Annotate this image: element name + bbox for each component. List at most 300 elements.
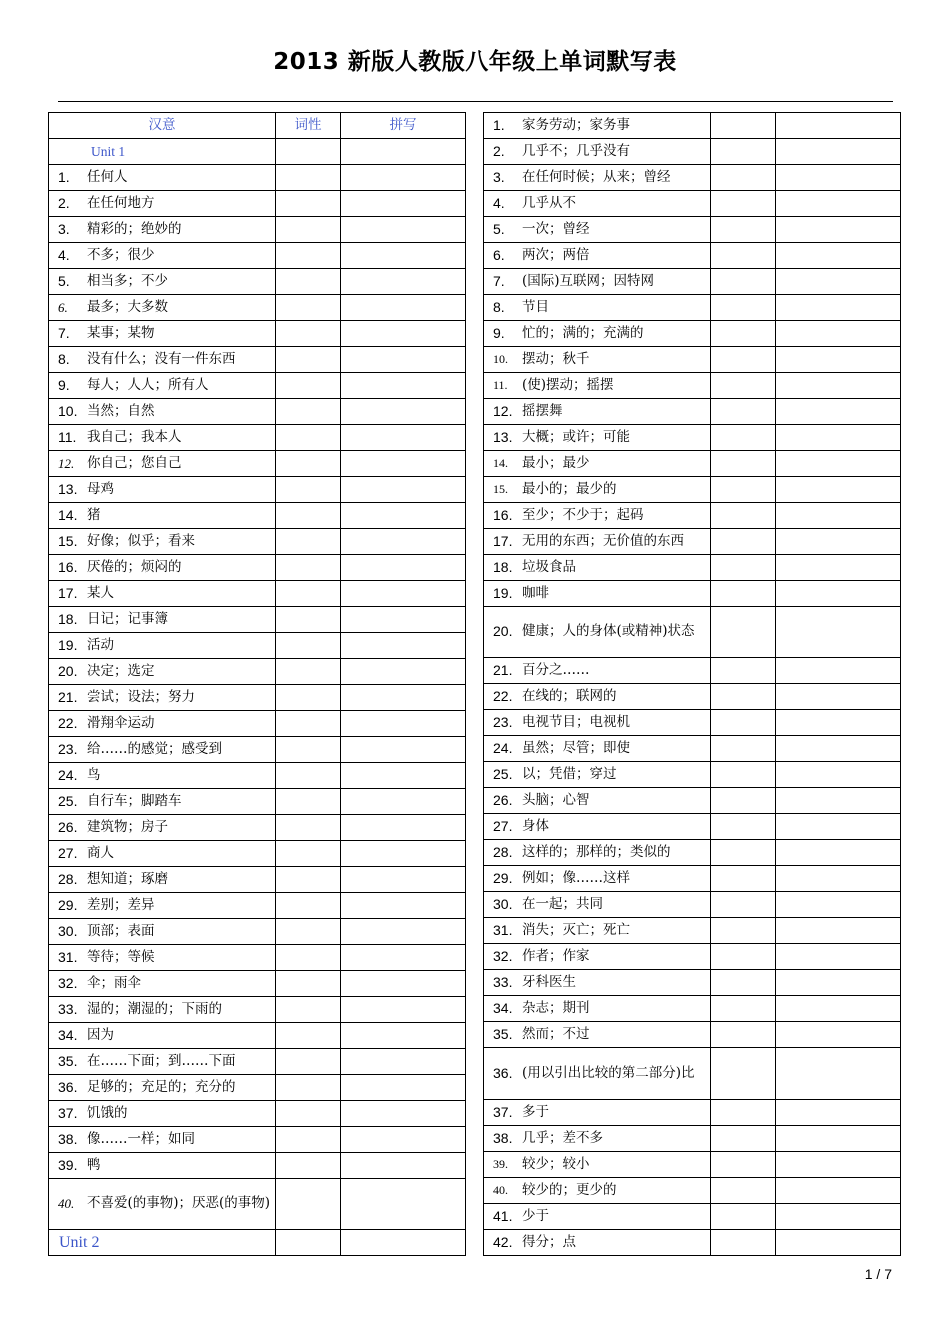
meaning-cell — [484, 710, 711, 736]
spelling-cell[interactable] — [776, 113, 901, 139]
spelling-cell[interactable] — [776, 295, 901, 321]
pos-cell[interactable] — [711, 1229, 776, 1255]
pos-cell[interactable] — [711, 1125, 776, 1151]
spelling-cell[interactable] — [776, 892, 901, 918]
spelling-cell[interactable] — [776, 710, 901, 736]
item-number: 14. — [58, 507, 78, 523]
pos-cell[interactable] — [711, 321, 776, 347]
item-number: 25. — [58, 793, 78, 809]
pos-cell[interactable] — [276, 425, 341, 451]
spelling-cell[interactable] — [341, 269, 466, 295]
meaning-cell — [49, 451, 276, 477]
meaning-cell — [484, 607, 711, 658]
pos-cell[interactable] — [711, 139, 776, 165]
item-number: 7. — [493, 273, 505, 289]
meaning-cell — [484, 1022, 711, 1048]
pos-cell[interactable] — [711, 269, 776, 295]
meaning-cell — [484, 581, 711, 607]
spelling-cell[interactable] — [341, 1101, 466, 1127]
item-number: 16. — [493, 507, 513, 523]
pos-cell[interactable] — [276, 1230, 341, 1256]
chinese-meaning: 少于 — [522, 1207, 549, 1224]
item-number: 35. — [493, 1026, 513, 1043]
table-row — [484, 710, 901, 736]
meaning-cell — [484, 1125, 711, 1151]
item-number: 27. — [58, 845, 78, 861]
spelling-cell[interactable] — [341, 321, 466, 347]
spelling-cell[interactable] — [776, 347, 901, 373]
item-number: 21. — [493, 662, 513, 679]
spelling-cell[interactable] — [341, 789, 466, 815]
item-number: 27. — [493, 818, 513, 835]
meaning-cell — [484, 1203, 711, 1229]
header-divider — [58, 101, 893, 102]
table-row — [484, 191, 901, 217]
meaning-cell — [484, 243, 711, 269]
pos-cell[interactable] — [711, 684, 776, 710]
table-row — [484, 555, 901, 581]
chinese-meaning: 每人；人人；所有人 — [87, 377, 209, 393]
spelling-cell[interactable] — [341, 1023, 466, 1049]
chinese-meaning: 足够的；充足的；充分的 — [87, 1079, 236, 1095]
pos-cell[interactable] — [711, 191, 776, 217]
meaning-cell — [484, 139, 711, 165]
pos-cell[interactable] — [276, 1179, 341, 1230]
pos-cell[interactable] — [711, 996, 776, 1022]
spelling-cell[interactable] — [776, 996, 901, 1022]
table-row — [484, 217, 901, 243]
pos-cell[interactable] — [276, 321, 341, 347]
item-number: 39. — [58, 1157, 78, 1173]
pos-cell[interactable] — [276, 737, 341, 763]
pos-cell[interactable] — [276, 867, 341, 893]
pos-cell[interactable] — [276, 1101, 341, 1127]
meaning-cell — [49, 399, 276, 425]
pos-cell[interactable] — [711, 736, 776, 762]
meaning-cell — [49, 191, 276, 217]
pos-cell[interactable] — [276, 815, 341, 841]
spelling-cell[interactable] — [776, 321, 901, 347]
chinese-meaning: 因为 — [87, 1027, 114, 1043]
pos-cell[interactable] — [711, 710, 776, 736]
pos-cell[interactable] — [276, 295, 341, 321]
meaning-cell — [49, 373, 276, 399]
item-number: 28. — [58, 871, 78, 887]
item-number: 19. — [493, 585, 513, 601]
item-number: 34. — [58, 1027, 78, 1043]
spelling-cell[interactable] — [341, 737, 466, 763]
pos-cell[interactable] — [711, 658, 776, 684]
meaning-cell — [49, 1179, 276, 1230]
pos-cell[interactable] — [276, 1127, 341, 1153]
pos-cell[interactable] — [276, 139, 341, 165]
pos-cell[interactable] — [711, 399, 776, 425]
chinese-meaning: 精彩的；绝妙的 — [87, 221, 182, 237]
spelling-cell[interactable] — [776, 243, 901, 269]
chinese-meaning: 无用的东西；无价值的东西 — [522, 533, 684, 549]
pos-cell[interactable] — [276, 763, 341, 789]
table-row — [49, 633, 466, 659]
spelling-cell[interactable] — [341, 1127, 466, 1153]
pos-cell[interactable] — [276, 399, 341, 425]
pos-cell[interactable] — [276, 477, 341, 503]
spelling-cell[interactable] — [776, 217, 901, 243]
spelling-cell[interactable] — [776, 191, 901, 217]
chinese-meaning: 某事；某物 — [87, 325, 155, 341]
item-number: 40. — [493, 1182, 508, 1197]
chinese-meaning: 消失；灭亡；死亡 — [522, 922, 630, 939]
pos-cell[interactable] — [711, 555, 776, 581]
spelling-cell[interactable] — [341, 217, 466, 243]
table-row — [484, 1099, 901, 1125]
item-number: 15. — [493, 482, 508, 496]
spelling-cell[interactable] — [776, 736, 901, 762]
spelling-cell[interactable] — [341, 711, 466, 737]
chinese-meaning: 滑翔伞运动 — [87, 715, 155, 731]
page-number: 1 / 7 — [864, 1266, 892, 1282]
pos-cell[interactable] — [276, 269, 341, 295]
spelling-cell[interactable] — [341, 1179, 466, 1230]
spelling-cell[interactable] — [341, 997, 466, 1023]
pos-cell[interactable] — [711, 217, 776, 243]
table-row — [484, 866, 901, 892]
spelling-cell[interactable] — [776, 581, 901, 607]
pos-cell[interactable] — [276, 503, 341, 529]
table-row — [49, 815, 466, 841]
meaning-cell — [49, 893, 276, 919]
table-row — [49, 1179, 466, 1230]
pos-cell[interactable] — [711, 529, 776, 555]
chinese-meaning: 湿的；潮湿的；下雨的 — [87, 1001, 222, 1017]
chinese-meaning: 某人 — [87, 585, 114, 601]
spelling-cell[interactable] — [341, 165, 466, 191]
meaning-cell — [484, 814, 711, 840]
spelling-cell[interactable] — [341, 529, 466, 555]
item-number: 22. — [58, 715, 78, 731]
spelling-cell[interactable] — [341, 659, 466, 685]
spelling-cell[interactable] — [776, 373, 901, 399]
spelling-cell[interactable] — [341, 503, 466, 529]
spelling-cell[interactable] — [776, 139, 901, 165]
meaning-cell — [49, 243, 276, 269]
spelling-cell[interactable] — [776, 1177, 901, 1203]
spelling-cell[interactable] — [776, 788, 901, 814]
header-meaning: 汉意 — [49, 113, 276, 139]
item-number: 30. — [58, 923, 78, 939]
pos-cell[interactable] — [711, 113, 776, 139]
chinese-meaning: 较少的；更少的 — [522, 1181, 617, 1198]
pos-cell[interactable] — [276, 451, 341, 477]
pos-cell[interactable] — [711, 866, 776, 892]
spelling-cell[interactable] — [776, 944, 901, 970]
pos-cell[interactable] — [276, 659, 341, 685]
spelling-cell[interactable] — [341, 295, 466, 321]
pos-cell[interactable] — [711, 581, 776, 607]
pos-cell[interactable] — [711, 295, 776, 321]
spelling-cell[interactable] — [341, 685, 466, 711]
spelling-cell[interactable] — [776, 1151, 901, 1177]
chinese-meaning: 伞；雨伞 — [87, 975, 141, 991]
spelling-cell[interactable] — [776, 918, 901, 944]
meaning-cell — [49, 1075, 276, 1101]
pos-cell[interactable] — [711, 840, 776, 866]
pos-cell[interactable] — [711, 165, 776, 191]
pos-cell[interactable] — [276, 1049, 341, 1075]
pos-cell[interactable] — [276, 165, 341, 191]
pos-cell[interactable] — [276, 1023, 341, 1049]
chinese-meaning: 头脑；心智 — [522, 792, 590, 809]
spelling-cell[interactable] — [341, 139, 466, 165]
spelling-cell[interactable] — [776, 658, 901, 684]
chinese-meaning: 最小；最少 — [522, 455, 590, 471]
pos-cell[interactable] — [711, 503, 776, 529]
pos-cell[interactable] — [276, 945, 341, 971]
meaning-cell — [49, 867, 276, 893]
meaning-cell — [49, 1049, 276, 1075]
pos-cell[interactable] — [711, 1151, 776, 1177]
spelling-cell[interactable] — [341, 555, 466, 581]
spelling-cell[interactable] — [776, 165, 901, 191]
spelling-cell[interactable] — [776, 503, 901, 529]
meaning-cell — [49, 1153, 276, 1179]
pos-cell[interactable] — [711, 814, 776, 840]
item-number: 17. — [493, 533, 513, 549]
spelling-cell[interactable] — [776, 425, 901, 451]
header-pos: 词性 — [276, 113, 341, 139]
chinese-meaning: 给……的感觉；感受到 — [87, 741, 222, 757]
spelling-cell[interactable] — [341, 191, 466, 217]
item-number: 26. — [58, 819, 78, 835]
item-number: 24. — [493, 740, 513, 757]
pos-cell[interactable] — [276, 347, 341, 373]
pos-cell[interactable] — [711, 1048, 776, 1099]
spelling-cell[interactable] — [341, 763, 466, 789]
chinese-meaning: 活动 — [87, 637, 114, 653]
item-number: 32. — [58, 975, 78, 991]
table-row — [484, 892, 901, 918]
meaning-cell — [49, 269, 276, 295]
chinese-meaning: 好像；似乎；看来 — [87, 533, 195, 549]
spelling-cell[interactable] — [341, 971, 466, 997]
pos-cell[interactable] — [276, 607, 341, 633]
pos-cell[interactable] — [276, 1153, 341, 1179]
meaning-cell — [484, 191, 711, 217]
spelling-cell[interactable] — [776, 451, 901, 477]
pos-cell[interactable] — [711, 892, 776, 918]
meaning-cell — [49, 945, 276, 971]
pos-cell[interactable] — [276, 633, 341, 659]
table-row — [49, 1153, 466, 1179]
pos-cell[interactable] — [711, 1022, 776, 1048]
pos-cell[interactable] — [276, 217, 341, 243]
table-row — [49, 425, 466, 451]
chinese-meaning: 尝试；设法；努力 — [87, 689, 195, 705]
chinese-meaning: 摇摆舞 — [522, 403, 563, 419]
item-number: 4. — [493, 195, 505, 211]
spelling-cell[interactable] — [776, 1022, 901, 1048]
pos-cell[interactable] — [711, 970, 776, 996]
pos-cell[interactable] — [276, 1075, 341, 1101]
item-number: 21. — [58, 689, 78, 705]
chinese-meaning: 在任何时候；从来；曾经 — [522, 169, 671, 185]
chinese-meaning: 几乎从不 — [522, 195, 576, 211]
spelling-cell[interactable] — [341, 815, 466, 841]
spelling-cell[interactable] — [341, 841, 466, 867]
table-row — [484, 1229, 901, 1255]
item-number: 18. — [493, 559, 513, 575]
spelling-cell[interactable] — [341, 581, 466, 607]
spelling-cell[interactable] — [341, 425, 466, 451]
table-row — [484, 970, 901, 996]
spelling-cell[interactable] — [776, 555, 901, 581]
table-row — [49, 217, 466, 243]
spelling-cell[interactable] — [776, 477, 901, 503]
chinese-meaning: 任何人 — [87, 169, 128, 185]
spelling-cell[interactable] — [776, 866, 901, 892]
spelling-cell[interactable] — [341, 373, 466, 399]
spelling-cell[interactable] — [341, 347, 466, 373]
spelling-cell[interactable] — [341, 1153, 466, 1179]
pos-cell[interactable] — [276, 997, 341, 1023]
table-row — [49, 1101, 466, 1127]
spelling-cell[interactable] — [776, 762, 901, 788]
spelling-cell[interactable] — [776, 1099, 901, 1125]
pos-cell[interactable] — [711, 347, 776, 373]
table-row — [49, 997, 466, 1023]
pos-cell[interactable] — [276, 373, 341, 399]
pos-cell[interactable] — [276, 919, 341, 945]
item-number: 36. — [493, 1064, 513, 1081]
item-number: 10. — [58, 403, 78, 419]
pos-cell[interactable] — [276, 789, 341, 815]
pos-cell[interactable] — [711, 1099, 776, 1125]
pos-cell[interactable] — [276, 581, 341, 607]
chinese-meaning: 家务劳动；家务事 — [522, 117, 630, 133]
chinese-meaning: 最多；大多数 — [87, 299, 168, 315]
spelling-cell[interactable] — [341, 919, 466, 945]
meaning-cell — [49, 477, 276, 503]
spelling-cell[interactable] — [776, 1229, 901, 1255]
pos-cell[interactable] — [711, 425, 776, 451]
meaning-cell — [484, 295, 711, 321]
item-number: 15. — [58, 533, 78, 549]
pos-cell[interactable] — [711, 788, 776, 814]
pos-cell[interactable] — [276, 191, 341, 217]
spelling-cell[interactable] — [341, 243, 466, 269]
pos-cell[interactable] — [711, 373, 776, 399]
pos-cell[interactable] — [711, 243, 776, 269]
spelling-cell[interactable] — [341, 945, 466, 971]
meaning-cell — [49, 763, 276, 789]
chinese-meaning: 几乎不；几乎没有 — [522, 143, 630, 159]
item-number: 41. — [493, 1207, 513, 1224]
meaning-cell — [484, 970, 711, 996]
meaning-cell — [49, 529, 276, 555]
spelling-cell[interactable] — [341, 1075, 466, 1101]
chinese-meaning: 自行车；脚踏车 — [87, 793, 182, 809]
spelling-cell[interactable] — [341, 1230, 466, 1256]
pos-cell[interactable] — [711, 1177, 776, 1203]
pos-cell[interactable] — [276, 711, 341, 737]
pos-cell[interactable] — [276, 243, 341, 269]
table-row — [484, 529, 901, 555]
spelling-cell[interactable] — [776, 399, 901, 425]
spelling-cell[interactable] — [776, 840, 901, 866]
pos-cell[interactable] — [276, 685, 341, 711]
pos-cell[interactable] — [711, 762, 776, 788]
table-row — [484, 658, 901, 684]
spelling-cell[interactable] — [341, 633, 466, 659]
meaning-cell — [484, 762, 711, 788]
item-number: 8. — [493, 299, 505, 315]
spelling-cell[interactable] — [341, 867, 466, 893]
spelling-cell[interactable] — [341, 477, 466, 503]
meaning-cell — [484, 165, 711, 191]
item-number: 9. — [493, 325, 505, 341]
spelling-cell[interactable] — [776, 607, 901, 658]
table-row — [49, 789, 466, 815]
item-number: 12. — [58, 456, 75, 471]
pos-cell[interactable] — [711, 918, 776, 944]
meaning-cell — [49, 841, 276, 867]
table-row — [484, 944, 901, 970]
pos-cell[interactable] — [711, 607, 776, 658]
spelling-cell[interactable] — [776, 684, 901, 710]
chinese-meaning: 大概；或许；可能 — [522, 429, 630, 445]
table-row — [484, 581, 901, 607]
pos-cell[interactable] — [711, 477, 776, 503]
item-number: 29. — [493, 870, 513, 887]
pos-cell[interactable] — [711, 944, 776, 970]
spelling-cell[interactable] — [341, 893, 466, 919]
pos-cell[interactable] — [276, 529, 341, 555]
table-row — [49, 581, 466, 607]
pos-cell[interactable] — [276, 971, 341, 997]
spelling-cell[interactable] — [341, 1049, 466, 1075]
table-row — [484, 1177, 901, 1203]
spelling-cell[interactable] — [776, 814, 901, 840]
spelling-cell[interactable] — [776, 269, 901, 295]
spelling-cell[interactable] — [776, 529, 901, 555]
table-row — [484, 373, 901, 399]
spelling-cell[interactable] — [776, 1125, 901, 1151]
spelling-cell[interactable] — [776, 970, 901, 996]
meaning-cell — [49, 971, 276, 997]
table-row — [49, 945, 466, 971]
vocab-table-right — [483, 112, 901, 1256]
spelling-cell[interactable] — [776, 1203, 901, 1229]
spelling-cell[interactable] — [776, 1048, 901, 1099]
pos-cell[interactable] — [276, 893, 341, 919]
meaning-cell — [49, 997, 276, 1023]
pos-cell[interactable] — [276, 841, 341, 867]
page-title: 2013 新版人教版八年级上单词默写表 — [273, 49, 677, 75]
spelling-cell[interactable] — [341, 399, 466, 425]
meaning-cell — [49, 425, 276, 451]
pos-cell[interactable] — [276, 555, 341, 581]
spelling-cell[interactable] — [341, 451, 466, 477]
table-row — [49, 867, 466, 893]
table-row — [49, 295, 466, 321]
spelling-cell[interactable] — [341, 607, 466, 633]
unit1-label: Unit 1 — [49, 139, 276, 165]
meaning-cell — [49, 581, 276, 607]
pos-cell[interactable] — [711, 1203, 776, 1229]
meaning-cell — [49, 711, 276, 737]
pos-cell[interactable] — [711, 451, 776, 477]
table-row — [484, 840, 901, 866]
item-number: 37. — [493, 1103, 513, 1120]
